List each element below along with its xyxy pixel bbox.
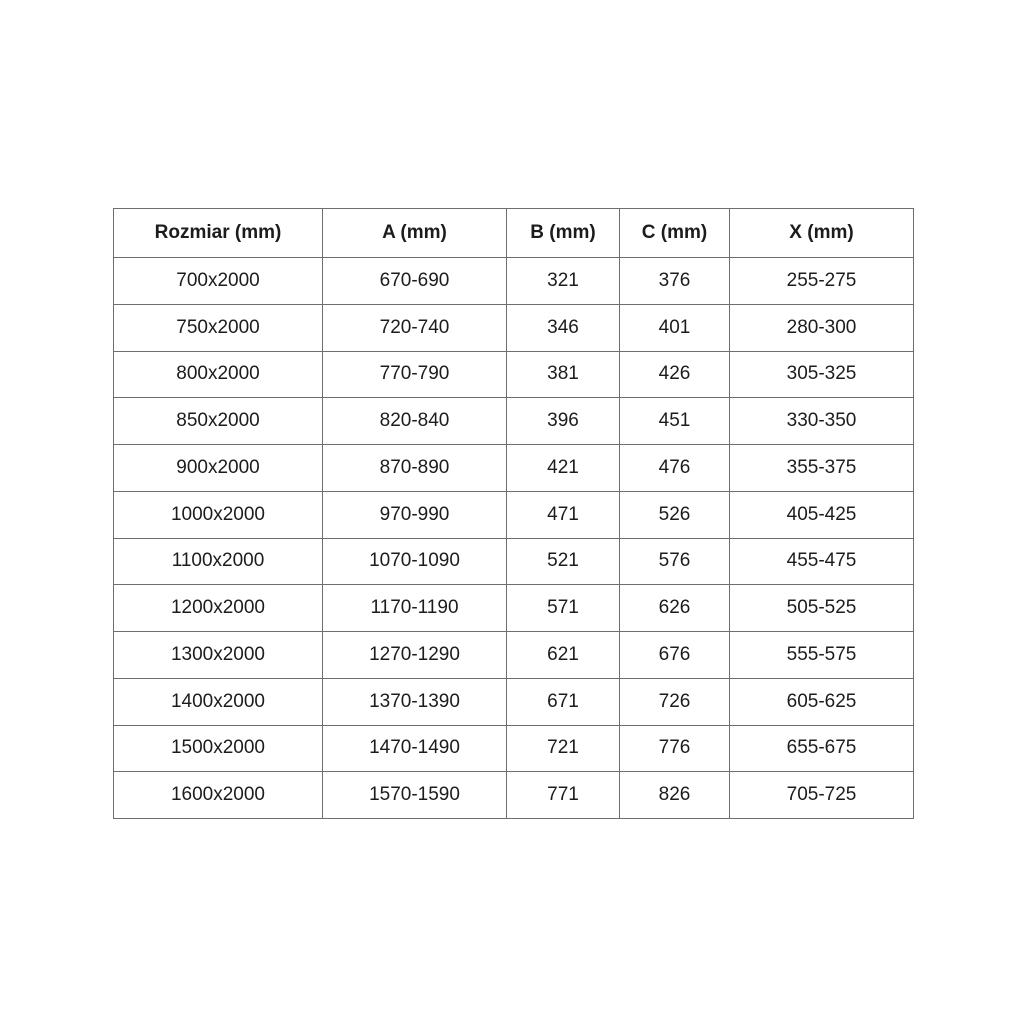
table-cell: 355-375	[730, 445, 914, 492]
table-cell: 505-525	[730, 585, 914, 632]
table-cell: 676	[620, 632, 730, 679]
header-x: X (mm)	[730, 209, 914, 258]
table-cell: 455-475	[730, 538, 914, 585]
table-cell: 1070-1090	[323, 538, 507, 585]
table-cell: 1600x2000	[114, 772, 323, 819]
table-cell: 621	[507, 632, 620, 679]
table-cell: 321	[507, 258, 620, 305]
table-cell: 1200x2000	[114, 585, 323, 632]
table-cell: 770-790	[323, 351, 507, 398]
table-cell: 426	[620, 351, 730, 398]
table-row	[114, 304, 914, 351]
table-cell: 820-840	[323, 398, 507, 445]
table-row	[114, 678, 914, 725]
table-cell: 376	[620, 258, 730, 305]
table-row	[114, 772, 914, 819]
table-row	[114, 725, 914, 772]
table-cell: 576	[620, 538, 730, 585]
table-cell: 1100x2000	[114, 538, 323, 585]
table-cell: 700x2000	[114, 258, 323, 305]
table-cell: 381	[507, 351, 620, 398]
table-cell: 421	[507, 445, 620, 492]
table-cell: 451	[620, 398, 730, 445]
table-cell: 605-625	[730, 678, 914, 725]
table-cell: 526	[620, 491, 730, 538]
table-cell: 1000x2000	[114, 491, 323, 538]
header-b: B (mm)	[507, 209, 620, 258]
table-cell: 1400x2000	[114, 678, 323, 725]
table-cell: 255-275	[730, 258, 914, 305]
table-row	[114, 585, 914, 632]
table-cell: 1470-1490	[323, 725, 507, 772]
table-cell: 476	[620, 445, 730, 492]
table-cell: 571	[507, 585, 620, 632]
size-dimensions-table	[113, 208, 914, 819]
table-cell: 726	[620, 678, 730, 725]
table-cell: 280-300	[730, 304, 914, 351]
table-cell: 405-425	[730, 491, 914, 538]
table-cell: 870-890	[323, 445, 507, 492]
size-table-container	[113, 208, 914, 819]
table-cell: 1170-1190	[323, 585, 507, 632]
table-cell: 626	[620, 585, 730, 632]
header-a: A (mm)	[323, 209, 507, 258]
table-cell: 330-350	[730, 398, 914, 445]
table-cell: 305-325	[730, 351, 914, 398]
table-cell: 1570-1590	[323, 772, 507, 819]
table-cell: 521	[507, 538, 620, 585]
table-cell: 1370-1390	[323, 678, 507, 725]
table-cell: 555-575	[730, 632, 914, 679]
table-body	[114, 258, 914, 819]
table-cell: 826	[620, 772, 730, 819]
table-cell: 1270-1290	[323, 632, 507, 679]
table-cell: 800x2000	[114, 351, 323, 398]
table-cell: 900x2000	[114, 445, 323, 492]
table-row	[114, 258, 914, 305]
table-cell: 776	[620, 725, 730, 772]
table-cell: 771	[507, 772, 620, 819]
header-c: C (mm)	[620, 209, 730, 258]
table-header-row	[114, 209, 914, 258]
table-row	[114, 398, 914, 445]
table-cell: 346	[507, 304, 620, 351]
table-cell: 671	[507, 678, 620, 725]
table-cell: 670-690	[323, 258, 507, 305]
table-row	[114, 445, 914, 492]
table-cell: 750x2000	[114, 304, 323, 351]
header-rozmiar: Rozmiar (mm)	[114, 209, 323, 258]
table-row	[114, 491, 914, 538]
table-row	[114, 351, 914, 398]
table-cell: 1500x2000	[114, 725, 323, 772]
table-cell: 655-675	[730, 725, 914, 772]
table-cell: 705-725	[730, 772, 914, 819]
table-cell: 721	[507, 725, 620, 772]
table-cell: 396	[507, 398, 620, 445]
table-row	[114, 538, 914, 585]
table-cell: 970-990	[323, 491, 507, 538]
table-cell: 720-740	[323, 304, 507, 351]
table-cell: 471	[507, 491, 620, 538]
table-cell: 850x2000	[114, 398, 323, 445]
table-row	[114, 632, 914, 679]
table-cell: 1300x2000	[114, 632, 323, 679]
table-cell: 401	[620, 304, 730, 351]
